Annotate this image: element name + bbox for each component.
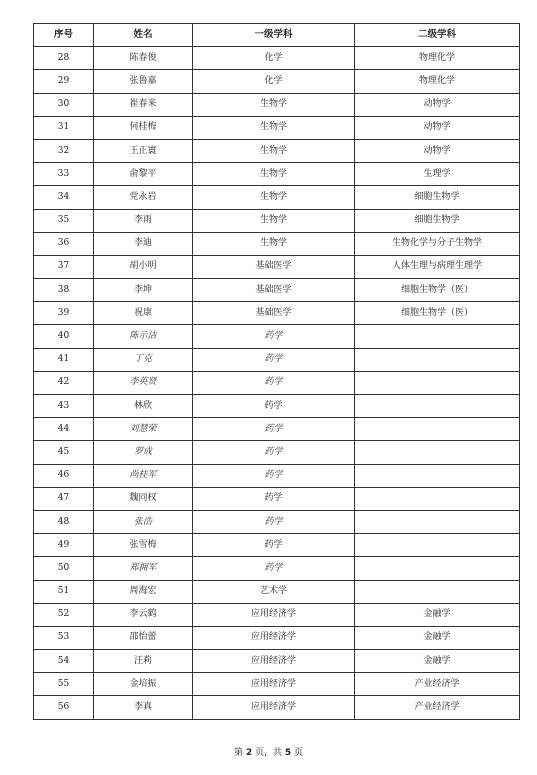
table-row (34, 163, 520, 186)
cell-number: 31 (34, 116, 94, 139)
table-row (34, 371, 520, 394)
cell-second-discipline (355, 534, 520, 557)
cell-number: 52 (34, 603, 94, 626)
cell-first-discipline: 应用经济学 (193, 673, 355, 696)
cell-second-discipline (355, 325, 520, 348)
cell-name: 王正寰 (94, 139, 193, 162)
cell-number: 42 (34, 371, 94, 394)
cell-name: 周海宏 (94, 580, 193, 603)
cell-number: 49 (34, 534, 94, 557)
cell-second-discipline: 物理化学 (355, 70, 520, 93)
table-row (34, 302, 520, 325)
cell-first-discipline: 生物学 (193, 93, 355, 116)
cell-first-discipline: 药学 (193, 441, 355, 464)
cell-number: 47 (34, 487, 94, 510)
cell-number: 44 (34, 418, 94, 441)
cell-number: 28 (34, 47, 94, 70)
cell-name: 李英贤 (94, 371, 193, 394)
cell-name: 林欣 (94, 395, 193, 418)
header-first-discipline: 一级学科 (193, 24, 355, 47)
cell-name: 崔春来 (94, 93, 193, 116)
cell-first-discipline: 化学 (193, 47, 355, 70)
cell-first-discipline: 应用经济学 (193, 603, 355, 626)
table-row (34, 603, 520, 626)
header-second-discipline: 二级学科 (355, 24, 520, 47)
cell-number: 33 (34, 163, 94, 186)
roster-table (33, 23, 520, 720)
cell-number: 45 (34, 441, 94, 464)
table-row (34, 650, 520, 673)
cell-first-discipline: 药学 (193, 371, 355, 394)
cell-number: 32 (34, 139, 94, 162)
cell-name: 魏同权 (94, 487, 193, 510)
cell-second-discipline (355, 418, 520, 441)
table-row (34, 673, 520, 696)
cell-name: 刘慧荣 (94, 418, 193, 441)
table-row (34, 47, 520, 70)
cell-first-discipline: 艺术学 (193, 580, 355, 603)
cell-first-discipline: 生物学 (193, 209, 355, 232)
cell-first-discipline: 应用经济学 (193, 696, 355, 719)
cell-number: 51 (34, 580, 94, 603)
cell-number: 41 (34, 348, 94, 371)
cell-name: 尚桂军 (94, 464, 193, 487)
cell-number: 35 (34, 209, 94, 232)
cell-second-discipline: 细胞生物学 (355, 186, 520, 209)
cell-first-discipline: 药学 (193, 487, 355, 510)
cell-second-discipline (355, 510, 520, 533)
cell-name: 邵怡蕾 (94, 626, 193, 649)
cell-name: 祝康 (94, 302, 193, 325)
cell-first-discipline: 生物学 (193, 232, 355, 255)
cell-first-discipline: 药学 (193, 464, 355, 487)
cell-second-discipline: 金融学 (355, 603, 520, 626)
cell-second-discipline (355, 348, 520, 371)
cell-first-discipline: 基础医学 (193, 279, 355, 302)
cell-first-discipline: 应用经济学 (193, 626, 355, 649)
cell-first-discipline: 生物学 (193, 186, 355, 209)
footer-page-number: 2 (245, 748, 253, 758)
cell-first-discipline: 应用经济学 (193, 650, 355, 673)
cell-name: 李迪 (94, 232, 193, 255)
cell-first-discipline: 基础医学 (193, 255, 355, 278)
cell-second-discipline (355, 441, 520, 464)
table-row (34, 510, 520, 533)
cell-number: 50 (34, 557, 94, 580)
cell-first-discipline: 生物学 (193, 116, 355, 139)
page-footer (0, 745, 537, 758)
cell-first-discipline: 基础医学 (193, 302, 355, 325)
table-row (34, 93, 520, 116)
cell-second-discipline: 细胞生物学 (355, 209, 520, 232)
cell-name: 汪莉 (94, 650, 193, 673)
cell-first-discipline: 药学 (193, 534, 355, 557)
cell-number: 46 (34, 464, 94, 487)
cell-first-discipline: 化学 (193, 70, 355, 93)
table-row (34, 255, 520, 278)
cell-number: 38 (34, 279, 94, 302)
cell-second-discipline: 细胞生物学（医） (355, 302, 520, 325)
cell-number: 53 (34, 626, 94, 649)
cell-second-discipline: 金融学 (355, 626, 520, 649)
table-body (34, 47, 520, 719)
cell-number: 54 (34, 650, 94, 673)
table-row (34, 139, 520, 162)
cell-name: 丁克 (94, 348, 193, 371)
table-row (34, 209, 520, 232)
cell-second-discipline: 人体生理与病理生理学 (355, 255, 520, 278)
cell-second-discipline: 物理化学 (355, 47, 520, 70)
footer-prefix: 第 (233, 748, 246, 758)
table-row (34, 232, 520, 255)
cell-first-discipline: 药学 (193, 395, 355, 418)
cell-number: 34 (34, 186, 94, 209)
cell-name: 李真 (94, 696, 193, 719)
cell-number: 29 (34, 70, 94, 93)
cell-second-discipline: 产业经济学 (355, 673, 520, 696)
table-row (34, 464, 520, 487)
cell-name: 郑拥军 (94, 557, 193, 580)
table-row (34, 580, 520, 603)
table-row (34, 186, 520, 209)
cell-name: 张鲁嘉 (94, 70, 193, 93)
cell-name: 李雨 (94, 209, 193, 232)
table-header (34, 24, 520, 47)
cell-second-discipline (355, 580, 520, 603)
cell-name: 张浩 (94, 510, 193, 533)
table-row (34, 487, 520, 510)
cell-number: 30 (34, 93, 94, 116)
table-row (34, 116, 520, 139)
cell-second-discipline: 生理学 (355, 163, 520, 186)
cell-first-discipline: 药学 (193, 348, 355, 371)
cell-second-discipline (355, 487, 520, 510)
table-row (34, 441, 520, 464)
header-name: 姓名 (94, 24, 193, 47)
cell-name: 罗成 (94, 441, 193, 464)
cell-second-discipline: 动物学 (355, 93, 520, 116)
cell-name: 李云鹤 (94, 603, 193, 626)
cell-first-discipline: 药学 (193, 510, 355, 533)
cell-name: 胡小明 (94, 255, 193, 278)
table-row (34, 557, 520, 580)
cell-number: 48 (34, 510, 94, 533)
footer-total-pages: 5 (284, 748, 292, 758)
cell-number: 43 (34, 395, 94, 418)
cell-name: 何桂梅 (94, 116, 193, 139)
cell-second-discipline: 生物化学与分子生物学 (355, 232, 520, 255)
cell-name: 党永岩 (94, 186, 193, 209)
table-row (34, 418, 520, 441)
table-row (34, 325, 520, 348)
table-row (34, 348, 520, 371)
cell-first-discipline: 药学 (193, 418, 355, 441)
cell-number: 40 (34, 325, 94, 348)
footer-middle: 页，共 (252, 748, 285, 758)
cell-number: 55 (34, 673, 94, 696)
cell-second-discipline: 金融学 (355, 650, 520, 673)
table-row (34, 70, 520, 93)
cell-second-discipline: 产业经济学 (355, 696, 520, 719)
cell-name: 金培振 (94, 673, 193, 696)
cell-name: 陈示洁 (94, 325, 193, 348)
cell-name: 李坤 (94, 279, 193, 302)
cell-second-discipline (355, 371, 520, 394)
cell-name: 陈春俊 (94, 47, 193, 70)
cell-name: 张雪梅 (94, 534, 193, 557)
table-row (34, 279, 520, 302)
cell-first-discipline: 药学 (193, 325, 355, 348)
cell-number: 36 (34, 232, 94, 255)
cell-name: 俞黎平 (94, 163, 193, 186)
cell-first-discipline: 生物学 (193, 139, 355, 162)
cell-first-discipline: 生物学 (193, 163, 355, 186)
table-row (34, 534, 520, 557)
cell-number: 56 (34, 696, 94, 719)
cell-number: 37 (34, 255, 94, 278)
cell-second-discipline (355, 464, 520, 487)
cell-second-discipline: 细胞生物学（医） (355, 279, 520, 302)
table-row (34, 395, 520, 418)
cell-number: 39 (34, 302, 94, 325)
cell-second-discipline (355, 395, 520, 418)
table-row (34, 626, 520, 649)
table-row (34, 696, 520, 719)
footer-suffix: 页 (291, 748, 303, 758)
cell-second-discipline (355, 557, 520, 580)
header-row (34, 24, 520, 47)
cell-first-discipline: 药学 (193, 557, 355, 580)
cell-second-discipline: 动物学 (355, 139, 520, 162)
cell-second-discipline: 动物学 (355, 116, 520, 139)
header-number: 序号 (34, 24, 94, 47)
